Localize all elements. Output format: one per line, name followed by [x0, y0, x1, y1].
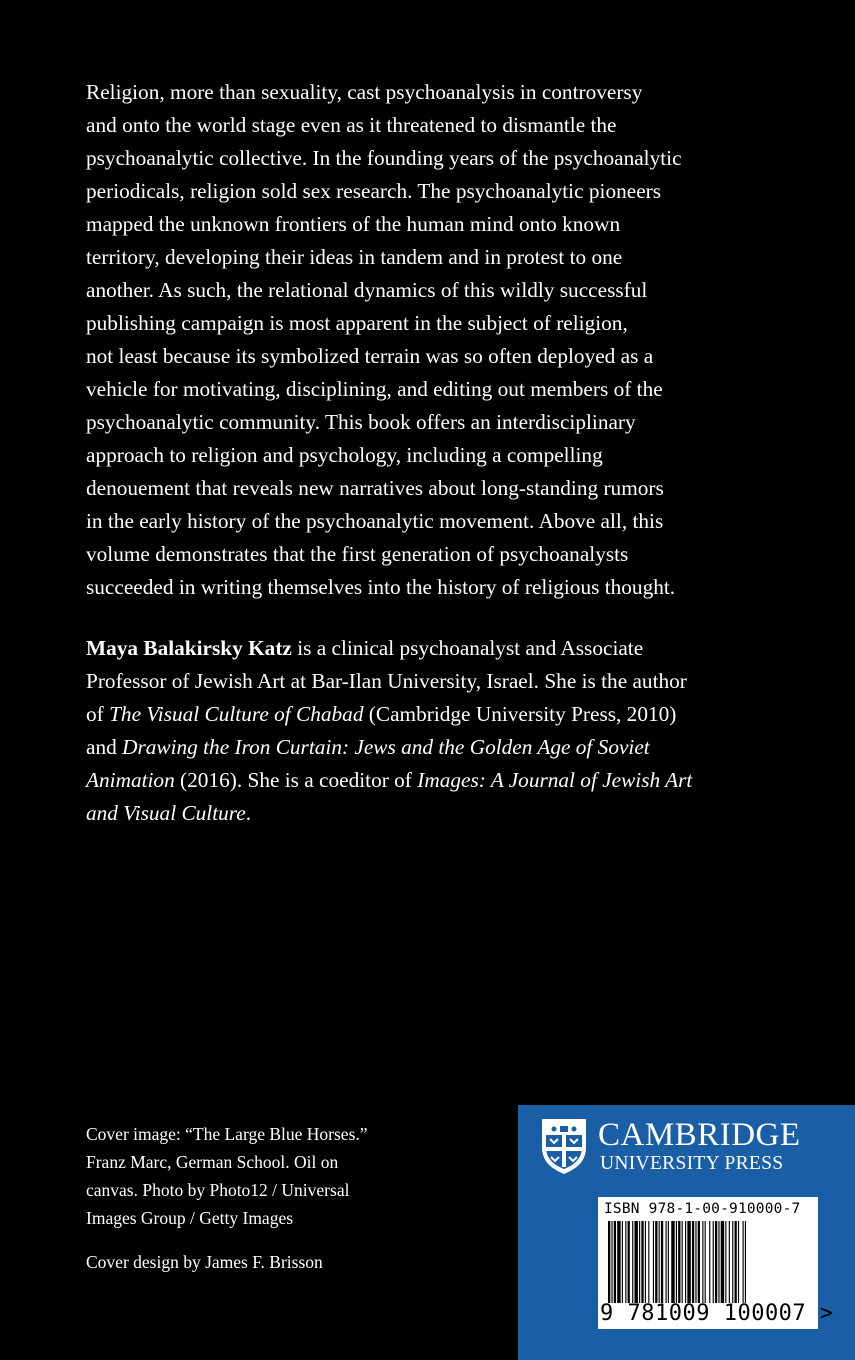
bio-line — [86, 797, 806, 830]
blurb-line: vehicle for motivating, disciplining, and editing out members of the — [86, 377, 663, 401]
bio-line — [86, 731, 806, 764]
blurb-line: denouement that reveals new narratives about long-standing rumors — [86, 476, 664, 500]
publisher-panel — [518, 1105, 855, 1360]
blurb-line: publishing campaign is most apparent in the subject of religion, — [86, 311, 628, 335]
isbn-label: ISBN 978-1-00-910000-7 — [604, 1201, 801, 1217]
credit-line: Images Group / Getty Images — [86, 1208, 294, 1228]
blurb-line: approach to religion and psychology, including a compelling — [86, 443, 603, 467]
blurb-line: not least because its symbolized terrain was so often deployed as a — [86, 344, 654, 368]
bio-line — [86, 698, 806, 731]
isbn-barcode — [598, 1197, 834, 1329]
blurb-line: psychoanalytic collective. In the founding years of the psychoanalytic — [86, 146, 682, 170]
barcode-bars — [604, 1221, 814, 1303]
blurb-line: volume demonstrates that the first generation of psychoanalysts — [86, 542, 629, 566]
bio-line — [86, 764, 806, 797]
blurb-line: another. As such, the relational dynamics of this wildly successful — [86, 278, 648, 302]
blurb-line: mapped the unknown frontiers of the human mind onto known — [86, 212, 621, 236]
author-name: Maya Balakirsky Katz — [86, 636, 292, 660]
cover-design-credit: Cover design by James F. Brisson — [86, 1252, 323, 1272]
book-title: Drawing the Iron Curtain: Jews and the Golden Age of Soviet — [122, 735, 650, 759]
bio-text: . — [245, 801, 252, 825]
credit-line: Franz Marc, German School. Oil on — [86, 1152, 339, 1172]
blurb-line: in the early history of the psychoanalytic movement. Above all, this — [86, 509, 664, 533]
publisher-name: CAMBRIDGE — [598, 1117, 801, 1153]
credit-line: Cover image: “The Large Blue Horses.” — [86, 1124, 368, 1144]
bio-line — [86, 632, 806, 665]
bio-text: (Cambridge University Press, 2010) — [363, 702, 677, 726]
blurb-text — [86, 76, 806, 604]
journal-title: Images: A Journal of Jewish Art — [417, 768, 693, 792]
book-title: Animation — [86, 768, 175, 792]
bio-text: and — [86, 735, 123, 759]
bio-line: Professor of Jewish Art at Bar-Ilan University, Israel. She is the author — [86, 669, 687, 693]
cover-image-credit — [86, 1120, 446, 1232]
blurb-line: succeeded in writing themselves into the history of religious thought. — [86, 575, 676, 599]
bio-text: is a clinical psychoanalyst and Associate — [291, 636, 644, 660]
university-shield-icon — [540, 1117, 588, 1175]
ean-digits: 9 781009 100007 > — [600, 1301, 834, 1326]
blurb-line: and onto the world stage even as it threatened to dismantle the — [86, 113, 617, 137]
blurb-line: territory, developing their ideas in tandem and in protest to one — [86, 245, 623, 269]
blurb-line: psychoanalytic community. This book offers an interdisciplinary — [86, 410, 636, 434]
blurb-line: Religion, more than sexuality, cast psychoanalysis in controversy — [86, 80, 643, 104]
publisher-subname: UNIVERSITY PRESS — [600, 1153, 784, 1174]
bio-text: (2016). She is a coeditor of — [174, 768, 418, 792]
credit-line: canvas. Photo by Photo12 / Universal — [86, 1180, 350, 1200]
blurb-line: periodicals, religion sold sex research. The psychoanalytic pioneers — [86, 179, 662, 203]
book-title: The Visual Culture of Chabad — [109, 702, 364, 726]
bio-text: of — [86, 702, 110, 726]
journal-title: and Visual Culture — [86, 801, 246, 825]
author-bio — [86, 632, 806, 830]
